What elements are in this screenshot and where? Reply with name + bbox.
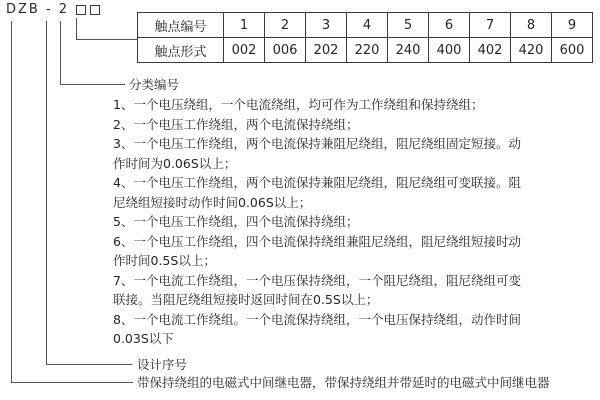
contact-number-header-cell: 触点编号 [138,13,224,38]
classification-item-7: 7、一个电流工作绕组，一个电压保持绕组，一个阻尼绕组，阻尼绕组可变联接。当阻尼绕组短接时返回时间在0.5S以上； [113,272,521,307]
contact-form-cell: 600 [552,38,593,63]
contact-form-cell: 240 [388,38,429,63]
contact-form-cell: 002 [224,38,265,63]
contact-number-cell: 8 [511,13,552,38]
classification-label: 分类编号 [129,77,180,92]
model-code-text: DZB - 2 [6,2,70,17]
leader-line-relay-type-vertical [11,21,12,382]
relay-type-label: 带保持绕组的电磁式中间继电器，带保持绕组并带延时的电磁式中间继电器 [137,375,550,390]
design-serial-label: 设计序号 [137,357,188,372]
contact-number-cell: 6 [429,13,470,38]
contact-form-row [138,38,593,63]
classification-item-5: 5、一个电压工作绕组，四个电流保持绕组； [113,214,359,229]
contact-form-header-cell: 触点形式 [138,38,224,63]
contact-form-cell: 202 [306,38,347,63]
contact-form-cell: 402 [470,38,511,63]
classification-item-1: 1、一个电压绕组，一个电流绕组，均可作为工作绕组和保持绕组； [113,97,484,112]
contact-number-cell: 5 [388,13,429,38]
model-code [6,2,100,17]
classification-item-2: 2、一个电压工作绕组，两个电流保持绕组； [113,116,359,132]
contact-number-row [138,13,593,38]
classification-items [113,95,527,349]
contact-number-cell: 9 [552,13,593,38]
leader-line-contact-vertical [76,18,77,39]
leader-line-relay-type-horizontal [11,382,133,383]
leader-line-classification-horizontal [60,84,125,85]
contact-form-cell: 420 [511,38,552,63]
classification-item-8: 8、一个电流工作绕组。一个电流保持绕组，一个电压保持绕组，动作时间0.03S以下 [113,311,521,346]
contact-form-cell: 220 [347,38,388,63]
classification-item-4: 4、一个电压工作绕组，两个电流保持兼阻尼绕组，阻尼绕组可变联接。阻尼绕组短接时动作时间0.06S以上； [113,175,521,210]
classification-item-6: 6、一个电压工作绕组，四个电流保持绕组兼阻尼绕组，阻尼绕组短接时动作时间0.5S以上； [113,233,521,268]
contact-table [137,12,593,63]
leader-line-contact-horizontal [76,39,137,40]
model-digit-box-1 [76,5,86,15]
contact-form-cell: 006 [265,38,306,63]
contact-number-cell: 7 [470,13,511,38]
classification-item-3: 3、一个电压工作绕组，两个电流保持兼阻尼绕组，阻尼绕组固定短接。动作时间为0.06S以上； [113,136,521,171]
contact-number-cell: 2 [265,13,306,38]
leader-line-design-serial-horizontal [46,364,132,365]
contact-number-cell: 3 [306,13,347,38]
model-digit-box-2 [90,5,100,15]
contact-number-cell: 4 [347,13,388,38]
leader-line-design-serial-vertical [46,21,47,364]
contact-form-cell: 400 [429,38,470,63]
contact-number-cell: 1 [224,13,265,38]
leader-line-classification-vertical [60,21,61,84]
